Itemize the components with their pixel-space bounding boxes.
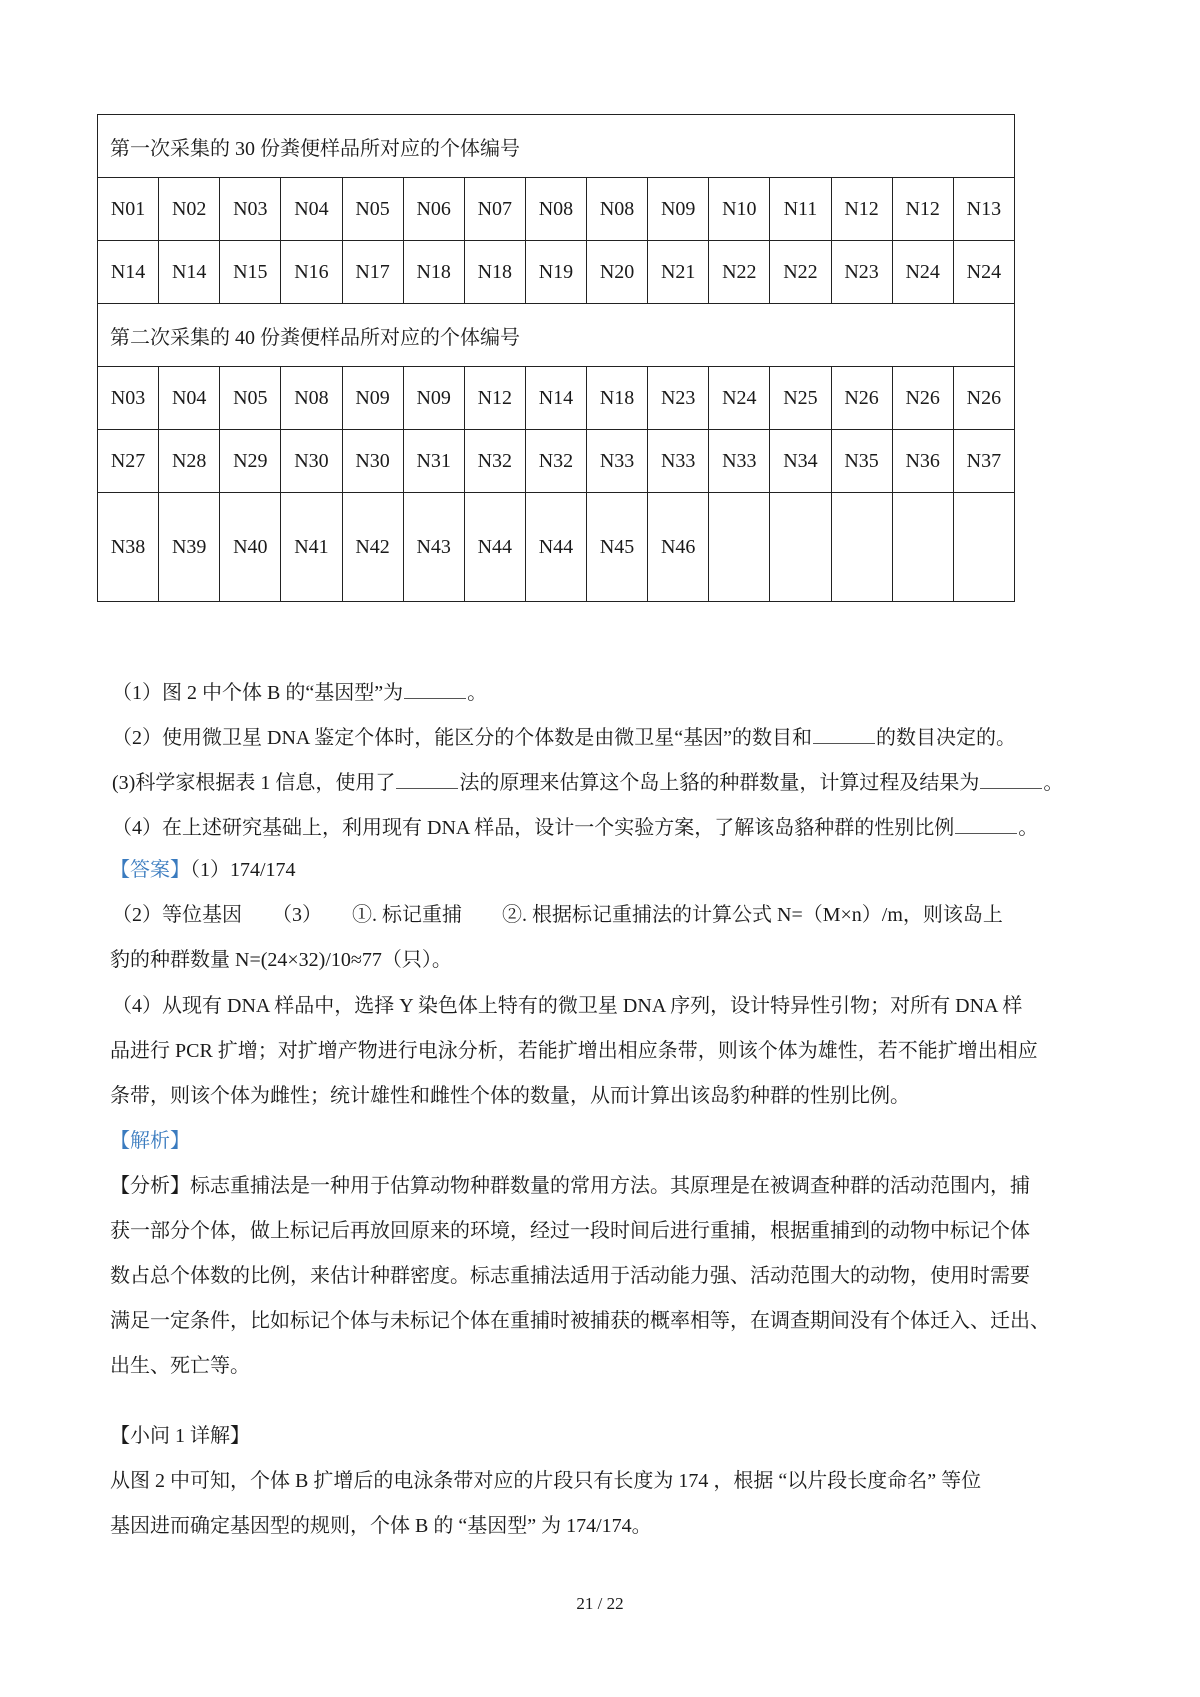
question-1 xyxy=(112,680,487,703)
answer-1: （1）174/174 xyxy=(190,859,296,881)
table-cell xyxy=(770,493,831,602)
table-section-header: 第二次采集的 40 份粪便样品所对应的个体编号 xyxy=(98,304,1015,367)
table-cell: N15 xyxy=(220,241,281,304)
table-header-row xyxy=(98,304,1015,367)
table-cell: N22 xyxy=(770,241,831,304)
analysis-label: 【解析】 xyxy=(110,1130,190,1152)
table-cell: N08 xyxy=(281,367,342,430)
table-cell: N20 xyxy=(587,241,648,304)
question-4-end: 。 xyxy=(1018,817,1039,839)
table-cell: N29 xyxy=(220,430,281,493)
table-cell: N25 xyxy=(770,367,831,430)
table-cell: N18 xyxy=(587,367,648,430)
page-number: 21 / 22 xyxy=(576,1594,624,1613)
answer-3-result: 豹的种群数量 N=(24×32)/10≈77（只）。 xyxy=(110,949,452,971)
table-cell: N12 xyxy=(892,178,953,241)
table-cell: N14 xyxy=(159,241,220,304)
table-cell: N24 xyxy=(953,241,1014,304)
table-cell: N26 xyxy=(953,367,1014,430)
table-cell: N43 xyxy=(403,493,464,602)
table-cell: N09 xyxy=(648,178,709,241)
question-4-text: （4）在上述研究基础上，利用现有 DNA 样品，设计一个实验方案，了解该岛貉种群的性别比例 xyxy=(112,817,955,839)
table-cell: N05 xyxy=(220,367,281,430)
table-cell: N03 xyxy=(220,178,281,241)
table-cell: N08 xyxy=(587,178,648,241)
table-cell: N23 xyxy=(648,367,709,430)
analysis-paragraph-line-5: 出生、死亡等。 xyxy=(110,1355,250,1377)
question-2 xyxy=(112,725,1016,748)
table-row xyxy=(98,241,1015,304)
table-cell: N39 xyxy=(159,493,220,602)
answer-blank xyxy=(980,770,1042,789)
answer-blank xyxy=(813,725,875,744)
table-cell: N44 xyxy=(525,493,586,602)
table-cell: N23 xyxy=(831,241,892,304)
table-cell: N21 xyxy=(648,241,709,304)
sub-question-1-label: 【小问 1 详解】 xyxy=(110,1425,250,1447)
table-cell: N33 xyxy=(709,430,770,493)
question-3-end: 。 xyxy=(1043,772,1064,794)
answer-blank xyxy=(404,680,466,699)
table-cell xyxy=(892,493,953,602)
table-cell: N32 xyxy=(464,430,525,493)
table-cell xyxy=(831,493,892,602)
individual-id-table xyxy=(97,114,1015,602)
table-cell: N37 xyxy=(953,430,1014,493)
table-cell: N35 xyxy=(831,430,892,493)
question-3-mid: 法的原理来估算这个岛上貉的种群数量，计算过程及结果为 xyxy=(459,772,980,794)
answer-blank xyxy=(955,815,1017,834)
question-1-text: （1）图 2 中个体 B 的“基因型”为 xyxy=(112,682,404,704)
table-row xyxy=(98,178,1015,241)
table-cell: N16 xyxy=(281,241,342,304)
table-cell: N13 xyxy=(953,178,1014,241)
table-cell: N04 xyxy=(159,367,220,430)
answer-section xyxy=(110,860,296,880)
answer-label: 【答案】 xyxy=(110,859,190,881)
table-cell: N42 xyxy=(342,493,403,602)
table-cell: N26 xyxy=(892,367,953,430)
table-cell: N18 xyxy=(403,241,464,304)
table-cell: N06 xyxy=(403,178,464,241)
question-2-end: 的数目决定的。 xyxy=(875,727,1016,749)
table-cell: N07 xyxy=(464,178,525,241)
table-cell: N03 xyxy=(98,367,159,430)
table-cell: N11 xyxy=(770,178,831,241)
table-cell: N38 xyxy=(98,493,159,602)
table-cell: N14 xyxy=(525,367,586,430)
table-cell: N32 xyxy=(525,430,586,493)
analysis-paragraph-line-2: 获一部分个体，做上标记后再放回原来的环境，经过一段时间后进行重捕，根据重捕到的动物中标记个体 xyxy=(110,1220,1030,1242)
table-cell: N24 xyxy=(709,367,770,430)
table-cell: N26 xyxy=(831,367,892,430)
table-header-row xyxy=(98,115,1015,178)
table-cell xyxy=(709,493,770,602)
table-cell: N18 xyxy=(464,241,525,304)
analysis-paragraph-line-3: 数占总个体数的比例，来估计种群密度。标志重捕法适用于活动能力强、活动范围大的动物，使用时需要 xyxy=(110,1265,1030,1287)
answer-2-3: （2）等位基因 （3） ①. 标记重捕 ②. 根据标记重捕法的计算公式 N=（M×n）/m，则该岛上 xyxy=(112,904,1003,926)
table-cell: N12 xyxy=(464,367,525,430)
sub-question-1-line-1: 从图 2 中可知，个体 B 扩增后的电泳条带对应的片段只有长度为 174 ，根据 “以片段长度命名” 等位 xyxy=(110,1470,982,1492)
table-cell: N40 xyxy=(220,493,281,602)
question-3 xyxy=(112,770,1063,793)
table-cell: N27 xyxy=(98,430,159,493)
table-cell: N14 xyxy=(98,241,159,304)
table-cell: N30 xyxy=(281,430,342,493)
table-cell: N41 xyxy=(281,493,342,602)
table-cell: N22 xyxy=(709,241,770,304)
analysis-intro-label: 【分析】 xyxy=(110,1175,190,1197)
table-cell: N28 xyxy=(159,430,220,493)
answer-4-line-2: 品进行 PCR 扩增；对扩增产物进行电泳分析，若能扩增出相应条带，则该个体为雄性，若不能扩增出相应 xyxy=(110,1040,1038,1062)
table-cell: N44 xyxy=(464,493,525,602)
table-cell: N09 xyxy=(342,367,403,430)
table-row xyxy=(98,430,1015,493)
question-4 xyxy=(112,815,1038,838)
analysis-paragraph-line-1 xyxy=(110,1176,1030,1196)
analysis-paragraph-line-4: 满足一定条件，比如标记个体与未标记个体在重捕时被捕获的概率相等，在调查期间没有个体迁入、迁出、 xyxy=(110,1310,1050,1332)
table-section-header: 第一次采集的 30 份粪便样品所对应的个体编号 xyxy=(98,115,1015,178)
table-cell: N24 xyxy=(892,241,953,304)
table-cell: N04 xyxy=(281,178,342,241)
table-cell: N12 xyxy=(831,178,892,241)
table-cell: N33 xyxy=(648,430,709,493)
table-cell: N33 xyxy=(587,430,648,493)
table-cell xyxy=(953,493,1014,602)
table-cell: N30 xyxy=(342,430,403,493)
table-cell: N31 xyxy=(403,430,464,493)
question-2-text: （2）使用微卫星 DNA 鉴定个体时，能区分的个体数是由微卫星“基因”的数目和 xyxy=(112,727,812,749)
answer-blank xyxy=(396,770,458,789)
answer-4-line-1: （4）从现有 DNA 样品中，选择 Y 染色体上特有的微卫星 DNA 序列，设计特异性引物；对所有 DNA 样 xyxy=(112,995,1023,1017)
table-row xyxy=(98,493,1015,602)
table-cell: N10 xyxy=(709,178,770,241)
question-1-end: 。 xyxy=(467,682,488,704)
table-cell: N01 xyxy=(98,178,159,241)
table-cell: N36 xyxy=(892,430,953,493)
table-row xyxy=(98,367,1015,430)
table-cell: N46 xyxy=(648,493,709,602)
table-cell: N08 xyxy=(525,178,586,241)
table-cell: N09 xyxy=(403,367,464,430)
question-3-text: (3)科学家根据表 1 信息，使用了 xyxy=(112,772,396,794)
table-cell: N45 xyxy=(587,493,648,602)
table-cell: N02 xyxy=(159,178,220,241)
answer-4-line-3: 条带，则该个体为雌性；统计雄性和雌性个体的数量，从而计算出该岛豹种群的性别比例。 xyxy=(110,1085,910,1107)
table-cell: N34 xyxy=(770,430,831,493)
table-cell: N05 xyxy=(342,178,403,241)
sub-question-1-line-2: 基因进而确定基因型的规则，个体 B 的 “基因型” 为 174/174。 xyxy=(110,1515,652,1537)
analysis-text: 标志重捕法是一种用于估算动物种群数量的常用方法。其原理是在被调查种群的活动范围内，捕 xyxy=(190,1175,1030,1197)
table-cell: N19 xyxy=(525,241,586,304)
table-cell: N17 xyxy=(342,241,403,304)
